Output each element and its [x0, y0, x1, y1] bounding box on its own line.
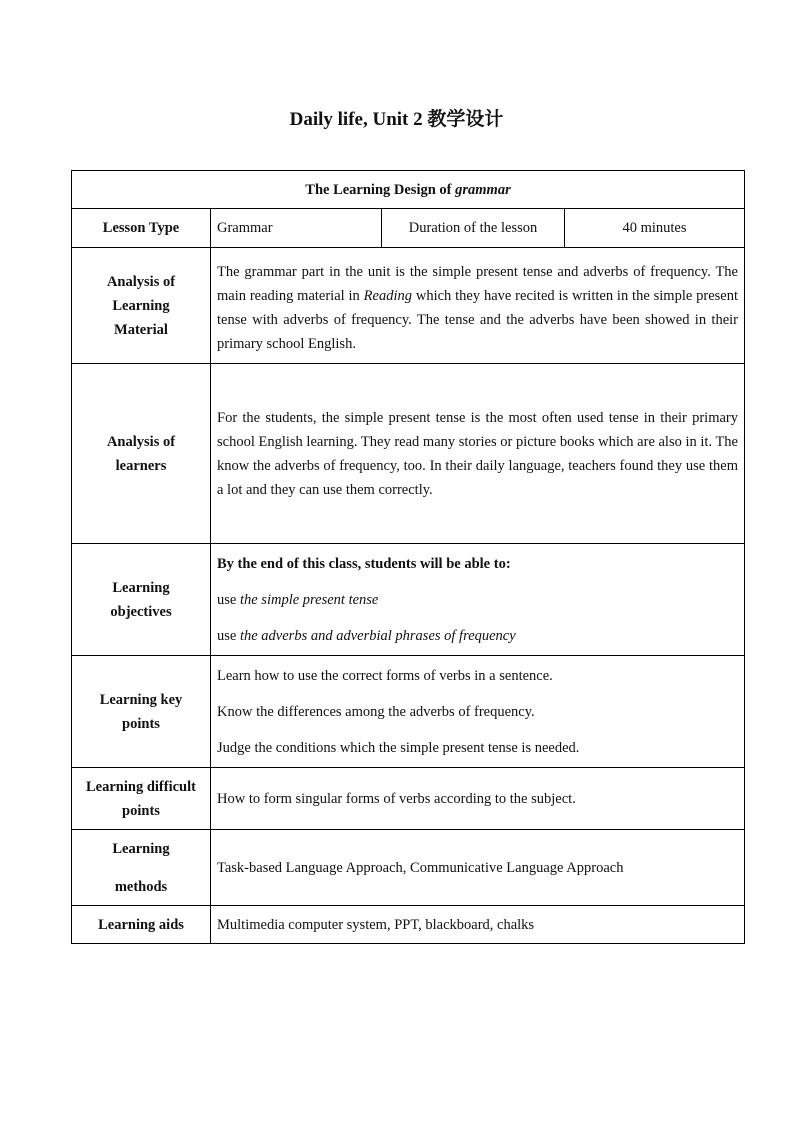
duration-label: Duration of the lesson [382, 209, 565, 248]
lesson-type-row [72, 209, 745, 248]
learning-design-table [71, 170, 745, 944]
difficult-points-row [72, 768, 745, 830]
objectives-row [72, 544, 745, 656]
objectives-label: Learning objectives [72, 544, 211, 656]
table-header [72, 171, 745, 209]
table-header-row [72, 171, 745, 209]
objective-item: use the adverbs and adverbial phrases of frequency [217, 627, 516, 644]
methods-label: Learning methods [72, 830, 211, 906]
key-points-content [211, 656, 745, 768]
analysis-learners-text: For the students, the simple present tense is the most often used tense in their primary school English learning. They read many stories or picture books which are also in it. The know the adverbs of frequency, too. In their daily language, teachers found they use them a lot and they can use them correctly. [211, 364, 745, 544]
key-point-item: Know the differences among the adverbs of frequency. [217, 703, 535, 720]
key-point-item: Learn how to use the correct forms of verbs in a sentence. [217, 667, 553, 684]
analysis-material-row [72, 248, 745, 364]
aids-row [72, 906, 745, 944]
methods-row [72, 830, 745, 906]
aids-label: Learning aids [72, 906, 211, 944]
duration-value: 40 minutes [565, 209, 745, 248]
document-title: Daily life, Unit 2 教学设计 [289, 109, 504, 130]
key-points-label: Learning key points [72, 656, 211, 768]
objectives-intro: By the end of this class, students will be able to: [217, 555, 511, 572]
table-header-prefix: The Learning Design of [305, 181, 452, 198]
key-point-item: Judge the conditions which the simple present tense is needed. [217, 739, 580, 756]
aids-text: Multimedia computer system, PPT, blackboard, chalks [211, 906, 745, 944]
objectives-content [211, 544, 745, 656]
difficult-points-label: Learning difficult points [72, 768, 211, 830]
analysis-material-label: Analysis of Learning Material [72, 248, 211, 364]
lesson-type-value: Grammar [211, 209, 382, 248]
lesson-type-label: Lesson Type [72, 209, 211, 248]
analysis-learners-label: Analysis of learners [72, 364, 211, 544]
methods-text: Task-based Language Approach, Communicative Language Approach [211, 830, 745, 906]
table-header-topic: grammar [455, 181, 511, 198]
key-points-row [72, 656, 745, 768]
difficult-points-text: How to form singular forms of verbs according to the subject. [211, 768, 745, 830]
analysis-learners-row [72, 364, 745, 544]
objective-item: use the simple present tense [217, 591, 379, 608]
analysis-material-text: The grammar part in the unit is the simple present tense and adverbs of frequency. The main reading material in Reading which they have recited is written in the simple present tense with adverbs of frequency. The tense and the adverbs have been showed in their primary school English. [211, 248, 745, 364]
